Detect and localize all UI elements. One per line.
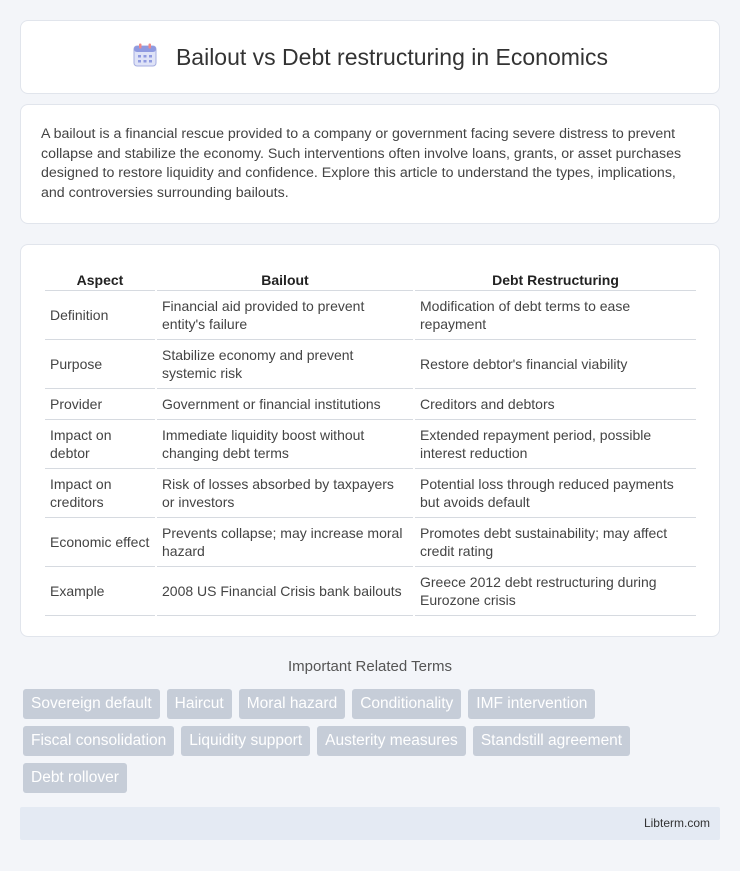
tag-liquidity-support[interactable]: Liquidity support [181,726,310,756]
table-cell: Modification of debt terms to ease repayment [415,291,696,340]
table-cell: Prevents collapse; may increase moral hazard [157,518,413,567]
table-cell: Purpose [45,340,155,389]
table-cell: Impact on creditors [45,469,155,518]
intro-text: A bailout is a financial rescue provided to a company or government facing severe distress to prevent collapse and stabilize the economy. Such interventions often involve loans, grants, or asset purchases designed to restore liquidity and confidence. Explore this article to understand the types, implications, and controversies surrounding bailouts. [41,126,682,201]
table-cell: Example [45,567,155,616]
table-cell: Restore debtor's financial viability [415,340,696,389]
comparison-table [43,265,698,616]
tag-haircut[interactable]: Haircut [167,689,232,719]
related-terms-tags [23,689,723,800]
table-cell: Promotes debt sustainability; may affect credit rating [415,518,696,567]
table-cell: Potential loss through reduced payments but avoids default [415,469,696,518]
tag-debt-rollover[interactable]: Debt rollover [23,763,127,793]
table-cell: Impact on debtor [45,420,155,469]
footer [20,807,720,840]
tag-standstill-agreement[interactable]: Standstill agreement [473,726,630,756]
table-cell: 2008 US Financial Crisis bank bailouts [157,567,413,616]
table-cell: Risk of losses absorbed by taxpayers or investors [157,469,413,518]
related-terms-title: Important Related Terms [288,658,452,675]
tag-imf-intervention[interactable]: IMF intervention [468,689,595,719]
table-cell: Government or financial institutions [157,389,413,420]
table-row [45,340,696,389]
table-cell: Financial aid provided to prevent entity's failure [157,291,413,340]
tag-moral-hazard[interactable]: Moral hazard [239,689,345,719]
table-cell: Creditors and debtors [415,389,696,420]
calendar-icon [132,42,158,73]
header-debt-restructuring: Debt Restructuring [415,265,696,291]
intro-card [20,104,720,224]
table-cell: Greece 2012 debt restructuring during Eurozone crisis [415,567,696,616]
header-card [20,20,720,94]
table-row [45,291,696,340]
tag-sovereign-default[interactable]: Sovereign default [23,689,160,719]
table-cell: Stabilize economy and prevent systemic risk [157,340,413,389]
table-cell: Economic effect [45,518,155,567]
header-aspect: Aspect [45,265,155,291]
table-cell: Extended repayment period, possible interest reduction [415,420,696,469]
table-cell: Provider [45,389,155,420]
table-row [45,518,696,567]
comparison-table-card [20,244,720,637]
tag-conditionality[interactable]: Conditionality [352,689,461,719]
table-cell: Definition [45,291,155,340]
page-title: Bailout vs Debt restructuring in Economics [175,43,609,70]
table-row [45,469,696,518]
header-bailout: Bailout [157,265,413,291]
table-cell: Immediate liquidity boost without changing debt terms [157,420,413,469]
table-row [45,389,696,420]
tag-austerity-measures[interactable]: Austerity measures [317,726,466,756]
table-row [45,567,696,616]
footer-site-link[interactable]: Libterm.com [643,816,710,830]
table-row [45,420,696,469]
table-header-row [45,265,696,291]
tag-fiscal-consolidation[interactable]: Fiscal consolidation [23,726,174,756]
